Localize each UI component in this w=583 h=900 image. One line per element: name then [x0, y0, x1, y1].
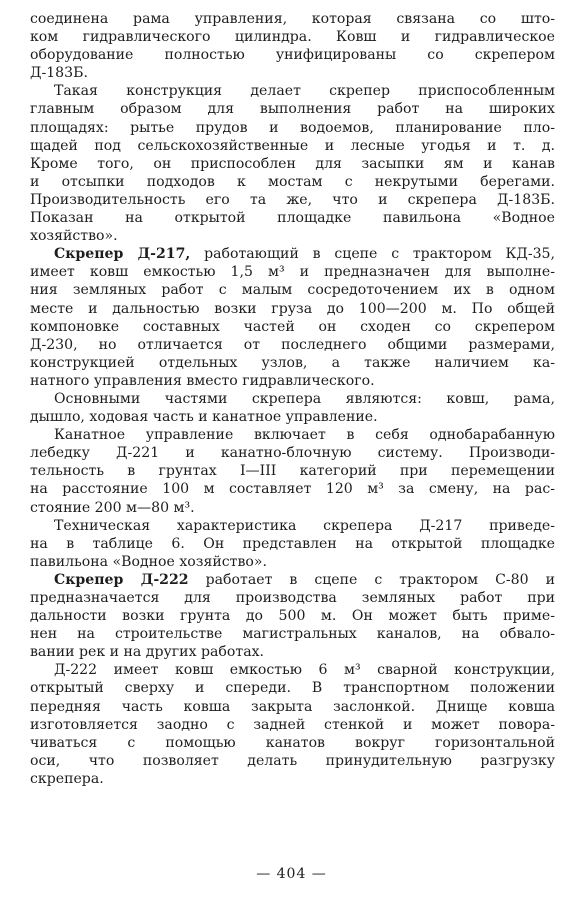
text-line: передняя часть ковша закрыта заслонкой. Днище ковша	[30, 698, 555, 715]
text-line: стояние 200 м—80 м³.	[30, 499, 195, 516]
text-line: Производительность его та же, что и скрепера Д-183Б.	[30, 191, 555, 208]
text-line: конструкцией отдельных узлов, а также наличием ка-	[30, 354, 555, 371]
text-line: павильона «Водное хозяйство».	[30, 553, 267, 570]
text-line: Показан на открытой площадке павильона «Водное	[30, 210, 555, 227]
scraper-d217-heading: Скрепер Д-217,	[54, 246, 191, 263]
text-line: Кроме того, он приспособлен для засыпки ям и канав	[30, 155, 555, 172]
text-line: щадей под сельскохозяйственные и лесные угодья и т. д.	[30, 137, 555, 154]
text-line: оборудование полностью унифицированы со скрепером	[30, 47, 555, 64]
text-line: хозяйство».	[30, 228, 118, 245]
scraper-d222-heading: Скрепер Д-222	[54, 571, 189, 588]
text-line: Техническая характеристика скрепера Д-217 приведе-	[54, 517, 555, 534]
text-line: оси, что позволяет делать принудительную разгрузку	[30, 752, 555, 769]
text-line: натного управления вместо гидравлического.	[30, 372, 375, 389]
text-line: открытый сверху и спереди. В транспортном положении	[30, 680, 555, 697]
text-line: Основными частями скрепера являются: ковш, рама,	[54, 390, 555, 407]
paragraph-5	[30, 426, 555, 516]
text-run: работающий в сцепе с трактором КД-35,	[190, 246, 555, 263]
paragraph-3	[30, 245, 555, 390]
text-line: Д-183Б.	[30, 65, 88, 82]
text-line: компоновке составных частей он сходен со скрепером	[30, 318, 555, 335]
text-line: Канатное управление включает в себя однобарабанную	[54, 427, 555, 444]
text-line: площадях: рытье прудов и водоемов, планирование пло-	[30, 119, 555, 136]
text-line: скрепера.	[30, 770, 104, 787]
text-line: ком гидравлического цилиндра. Ковш и гидравлическое	[30, 29, 555, 46]
text-line	[30, 571, 555, 589]
text-line: вании рек и на других работах.	[30, 644, 265, 661]
text-line: тельность в грунтах I—III категорий при перемещении	[30, 463, 555, 480]
page-body	[30, 10, 555, 788]
text-line: ния земляных работ с малым сосредоточением их в одном	[30, 282, 555, 299]
text-line: лебедку Д-221 и канатно-блочную систему. Производи-	[30, 445, 555, 462]
text-line: имеет ковш емкостью 1,5 м³ и предназначен для выполне-	[30, 264, 555, 281]
text-line: изготовляется заодно с задней стенкой и может повора-	[30, 716, 555, 733]
text-line: и отсыпки подходов к мостам с некрутыми берегами.	[30, 173, 555, 190]
text-line: дышло, ходовая часть и канатное управление.	[30, 409, 378, 426]
text-line: чиваться с помощью канатов вокруг горизонтальной	[30, 734, 555, 751]
paragraph-2	[30, 82, 555, 245]
paragraph-7	[30, 571, 555, 661]
text-line: месте и дальностью возки груза до 100—200 м. По общей	[30, 300, 555, 317]
text-line: дальности возки грунта до 500 м. Он может быть приме-	[30, 608, 555, 625]
text-line: на расстояние 100 м составляет 120 м³ за смену, на рас-	[30, 481, 555, 498]
paragraph-8	[30, 661, 555, 788]
text-line: нен на строительстве магистральных каналов, на обвало-	[30, 626, 555, 643]
paragraph-1	[30, 10, 555, 82]
text-run: работает в сцепе с трактором С-80 и	[188, 571, 555, 588]
paragraph-6	[30, 517, 555, 571]
text-line: Д-222 имеет ковш емкостью 6 м³ сварной конструкции,	[54, 662, 555, 679]
text-line: Такая конструкция делает скрепер приспособленным	[54, 83, 555, 100]
paragraph-4	[30, 390, 555, 426]
page-number: — 404 —	[256, 866, 327, 882]
text-line: на в таблице 6. Он представлен на открытой площадке	[30, 535, 555, 552]
text-line: Д-230, но отличается от последнего общими размерами,	[30, 336, 555, 353]
text-line: главным образом для выполнения работ на широких	[30, 101, 555, 118]
text-line	[30, 245, 555, 263]
text-line: соединена рама управления, которая связана со што-	[30, 11, 555, 27]
text-line: предназначается для производства земляных работ при	[30, 590, 555, 606]
